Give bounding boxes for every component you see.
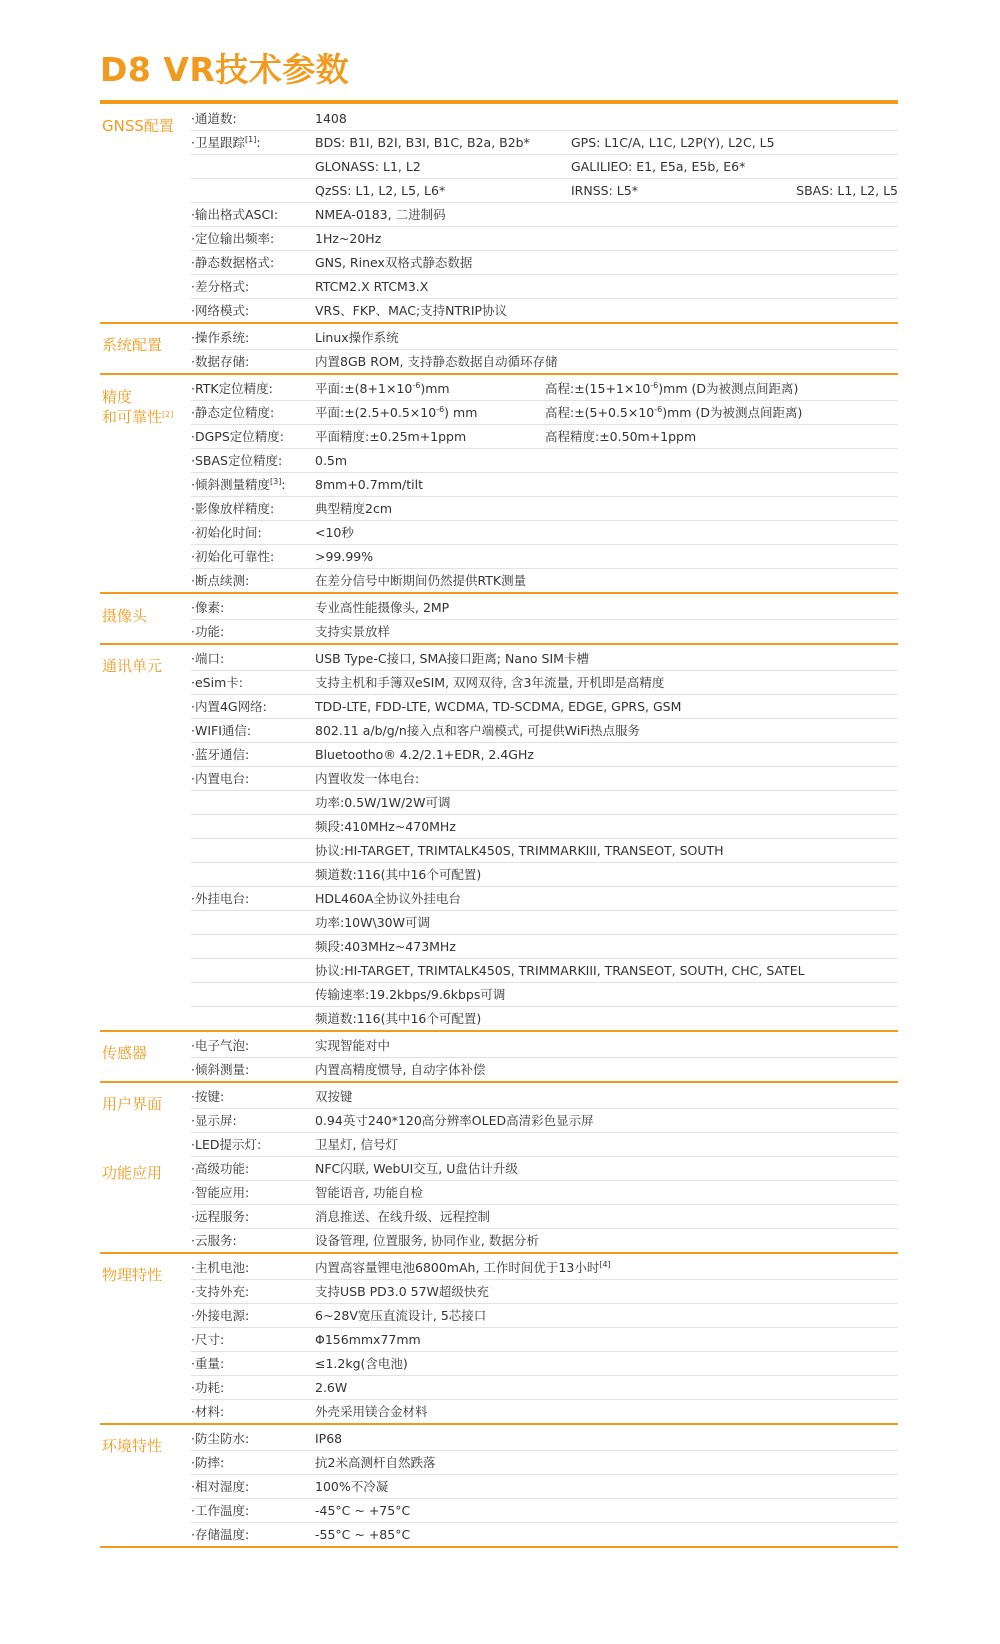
spec-label: ·外挂电台: (191, 891, 250, 906)
spec-row (191, 349, 898, 373)
spec-label: ·外接电源: (191, 1308, 250, 1323)
spec-row (191, 790, 898, 814)
spec-label: ·防摔: (191, 1455, 225, 1470)
spec-row (191, 1228, 898, 1252)
spec-label: ·内置4G网络: (191, 699, 267, 714)
spec-row (191, 1399, 898, 1423)
spec-label: ·按键: (191, 1089, 225, 1104)
spec-label: ·尺寸: (191, 1332, 225, 1347)
spec-value: 传输速率:19.2kbps/9.6kbps可调 (315, 987, 506, 1002)
section-category (102, 116, 174, 136)
spec-value: 实现智能对中 (315, 1038, 391, 1053)
spec-label: ·eSim卡: (191, 675, 243, 690)
spec-value: -55°C ~ +85°C (315, 1527, 411, 1542)
spec-value-secondary: GPS: L1C/A, L1C, L2P(Y), L2C, L5 (571, 135, 775, 150)
spec-row (191, 1327, 898, 1351)
spec-value: 2.6W (315, 1380, 348, 1395)
spec-value: 智能语音, 功能自检 (315, 1185, 423, 1200)
spec-row (191, 670, 898, 694)
spec-row (191, 1085, 898, 1108)
spec-value: 频道数:116(其中16个可配置) (315, 1011, 482, 1026)
spec-label: ·静态数据格式: (191, 255, 275, 270)
spec-section (100, 1256, 898, 1425)
spec-label: ·显示屏: (191, 1113, 237, 1128)
spec-value: 协议:HI-TARGET, TRIMTALK450S, TRIMMARKIII, TRANSEOT, SOUTH (315, 843, 724, 858)
spec-value: ≤1.2kg(含电池) (315, 1356, 408, 1371)
spec-value-secondary: 高程精度:±0.50m+1ppm (545, 429, 697, 444)
spec-value: 1Hz~20Hz (315, 231, 382, 246)
spec-row (191, 424, 898, 448)
spec-label: ·相对湿度: (191, 1479, 250, 1494)
spec-row (191, 178, 898, 202)
spec-label: ·高级功能: (191, 1161, 250, 1176)
category-line: 摄像头 (102, 607, 148, 625)
spec-value: 外壳采用镁合金材料 (315, 1404, 428, 1419)
spec-row (191, 448, 898, 472)
spec-row (191, 520, 898, 544)
spec-row (191, 1427, 898, 1450)
spec-label: ·断点续测: (191, 573, 250, 588)
spec-label: ·蓝牙通信: (191, 747, 250, 762)
spec-value: GLONASS: L1, L2 (315, 159, 421, 174)
spec-row (191, 1450, 898, 1474)
spec-label: ·卫星跟踪[1]: (191, 135, 261, 150)
spec-label: ·倾斜测量精度[3]: (191, 477, 286, 492)
spec-value: 平面$:\pm(8+1\times 10^{-6})mm$ (315, 381, 450, 396)
superscript-note: [3] (269, 477, 282, 486)
spec-label: ·支持外充: (191, 1284, 250, 1299)
spec-row (191, 1351, 898, 1375)
spec-value: GNS, Rinex双格式静态数据 (315, 255, 473, 270)
section-category-secondary: 功能应用 (102, 1164, 163, 1182)
spec-label: ·功能: (191, 624, 225, 639)
superscript-note: -6 (412, 381, 421, 390)
spec-label: ·初始化可靠性: (191, 549, 275, 564)
section-category (102, 387, 173, 427)
spec-value: 典型精度2cm (315, 501, 393, 516)
spec-row (191, 1303, 898, 1327)
spec-value: NMEA-0183, 二进制码 (315, 207, 446, 222)
spec-section (100, 596, 898, 645)
spec-label: ·定位输出频率: (191, 231, 275, 246)
spec-value: 6~28V宽压直流设计, 5芯接口 (315, 1308, 487, 1323)
category-line: 传感器 (102, 1044, 148, 1062)
spec-value: QzSS: L1, L2, L5, L6* (315, 183, 446, 198)
spec-label: ·像素: (191, 600, 225, 615)
spec-row (191, 1108, 898, 1132)
section-category (102, 606, 147, 626)
spec-rows (191, 1427, 898, 1546)
spec-label: ·主机电池: (191, 1260, 250, 1275)
spec-label: ·材料: (191, 1404, 225, 1419)
spec-label: ·防尘防水: (191, 1431, 250, 1446)
category-line: 物理特性 (102, 1266, 163, 1284)
spec-section (100, 377, 898, 594)
spec-label: ·LED提示灯: (191, 1137, 262, 1152)
spec-rows (191, 326, 898, 373)
spec-value: 内置8GB ROM, 支持静态数据自动循环存储 (315, 354, 558, 369)
spec-value: 频道数:116(其中16个可配置) (315, 867, 482, 882)
category-line: 精度 (102, 388, 133, 406)
spec-row (191, 982, 898, 1006)
spec-label: ·智能应用: (191, 1185, 250, 1200)
spec-row (191, 496, 898, 520)
spec-value: 双按键 (315, 1089, 353, 1104)
spec-value: 100%不冷凝 (315, 1479, 389, 1494)
spec-value-tertiary: SBAS: L1, L2, L5 (796, 183, 898, 198)
spec-row (191, 568, 898, 592)
spec-value: USB Type-C接口, SMA接口距离; Nano SIM卡槽 (315, 651, 589, 666)
spec-value: 专业高性能摄像头, 2MP (315, 600, 450, 615)
spec-label: ·差分格式: (191, 279, 250, 294)
category-line: 和可靠性[2] (102, 408, 174, 426)
spec-value: TDD-LTE, FDD-LTE, WCDMA, TD-SCDMA, EDGE, GPRS, GSM (315, 699, 682, 714)
spec-value: NFC闪联, WebUI交互, U盘估计升级 (315, 1161, 518, 1176)
spec-value-secondary: 高程$:\pm(5+0.5\times 10^{-6})mm$ (D为被测点间距离) (545, 405, 803, 420)
spec-row (191, 1006, 898, 1030)
spec-value: 平面$:\pm(2.5+0.5\times 10^{-6})$ mm (315, 405, 478, 420)
spec-value: RTCM2.X RTCM3.X (315, 279, 429, 294)
spec-value: >99.99% (315, 549, 374, 564)
spec-row (191, 958, 898, 982)
spec-row (191, 400, 898, 424)
spec-row (191, 934, 898, 958)
spec-label: ·内置电台: (191, 771, 250, 786)
spec-row (191, 1498, 898, 1522)
spec-section (100, 1034, 898, 1083)
spec-value: Linux操作系统 (315, 330, 399, 345)
spec-row (191, 472, 898, 496)
spec-label: ·操作系统: (191, 330, 250, 345)
spec-label: ·影像放样精度: (191, 501, 275, 516)
section-category (102, 656, 162, 676)
spec-label: ·存储温度: (191, 1527, 250, 1542)
spec-value: 抗2米高测杆自然跌落 (315, 1455, 436, 1470)
spec-label: ·DGPS定位精度: (191, 429, 284, 444)
title-divider (100, 100, 898, 104)
spec-value: 支持主机和手簿双eSIM, 双网双待, 含3年流量, 开机即是高精度 (315, 675, 665, 690)
spec-row (191, 1204, 898, 1228)
spec-row (191, 619, 898, 643)
spec-value: 功率:10W\30W可调 (315, 915, 430, 930)
spec-label: ·静态定位精度: (191, 405, 275, 420)
spec-row (191, 326, 898, 349)
spec-value: 平面精度:±0.25m+1ppm (315, 429, 467, 444)
category-line: GNSS配置 (102, 117, 174, 135)
superscript-note: [4] (599, 1260, 611, 1269)
spec-value-secondary: IRNSS: L5* (571, 183, 638, 198)
spec-label: ·初始化时间: (191, 525, 262, 540)
spec-label: ·数据存储: (191, 354, 250, 369)
spec-row (191, 647, 898, 670)
spec-label: ·云服务: (191, 1233, 237, 1248)
category-line: 环境特性 (102, 1437, 163, 1455)
spec-value: 8mm+0.7mm/tilt (315, 477, 423, 492)
section-category (102, 1043, 147, 1063)
spec-row (191, 718, 898, 742)
superscript-note: [2] (162, 410, 174, 419)
spec-value: 内置高容量锂电池6800mAh, 工作时间优于13小时[4] (315, 1260, 611, 1275)
spec-value: Bluetootho® 4.2/2.1+EDR, 2.4GHz (315, 747, 534, 762)
spec-row (191, 107, 898, 130)
spec-rows (191, 1034, 898, 1081)
spec-label: ·通道数: (191, 111, 237, 126)
spec-row (191, 1522, 898, 1546)
spec-value: 内置收发一体电台: (315, 771, 420, 786)
spec-row (191, 862, 898, 886)
spec-value: 支持实景放样 (315, 624, 391, 639)
page-title: D8 VR技术参数 (100, 50, 350, 89)
spec-label: ·重量: (191, 1356, 225, 1371)
spec-sections (100, 107, 898, 1548)
spec-row (191, 1375, 898, 1399)
spec-label: ·RTK定位精度: (191, 381, 273, 396)
spec-label: ·网络模式: (191, 303, 250, 318)
spec-value: -45°C ~ +75°C (315, 1503, 411, 1518)
spec-row (191, 694, 898, 718)
spec-label: ·SBAS定位精度: (191, 453, 283, 468)
spec-value: 消息推送、在线升级、远程控制 (315, 1209, 491, 1224)
spec-row (191, 886, 898, 910)
spec-row (191, 202, 898, 226)
superscript-note: -6 (436, 405, 445, 414)
superscript-note: [1] (244, 135, 257, 144)
section-category (102, 1436, 162, 1456)
spec-section (100, 1085, 898, 1254)
spec-section (100, 647, 898, 1032)
spec-row (191, 742, 898, 766)
spec-row (191, 766, 898, 790)
superscript-note: -6 (650, 381, 659, 390)
spec-row (191, 1180, 898, 1204)
spec-value: 1408 (315, 111, 347, 126)
spec-value: 0.94英寸240*120高分辨率OLED高清彩色显示屏 (315, 1113, 594, 1128)
spec-row (191, 298, 898, 322)
spec-value: 支持USB PD3.0 57W超级快充 (315, 1284, 489, 1299)
spec-label: ·工作温度: (191, 1503, 250, 1518)
spec-value: 0.5m (315, 453, 348, 468)
spec-row (191, 1057, 898, 1081)
spec-rows (191, 596, 898, 643)
spec-value: 设备管理, 位置服务, 协同作业, 数据分析 (315, 1233, 539, 1248)
spec-value: BDS: B1I, B2I, B3I, B1C, B2a, B2b* (315, 135, 530, 150)
spec-value: 卫星灯, 信号灯 (315, 1137, 398, 1152)
section-category (102, 1265, 162, 1285)
spec-label: ·倾斜测量: (191, 1062, 250, 1077)
spec-label: ·端口: (191, 651, 225, 666)
superscript-note: -6 (654, 405, 663, 414)
spec-label: ·远程服务: (191, 1209, 250, 1224)
spec-value: HDL460A全协议外挂电台 (315, 891, 461, 906)
spec-label: ·WIFI通信: (191, 723, 252, 738)
spec-row (191, 544, 898, 568)
spec-value: Φ156mmx77mm (315, 1332, 421, 1347)
spec-row (191, 1279, 898, 1303)
spec-row (191, 226, 898, 250)
spec-section (100, 1427, 898, 1548)
spec-row (191, 1034, 898, 1057)
section-category (102, 1094, 162, 1114)
spec-value: 频段:403MHz~473MHz (315, 939, 456, 954)
spec-row (191, 154, 898, 178)
spec-row (191, 130, 898, 154)
spec-value: 内置高精度惯导, 自动字体补偿 (315, 1062, 486, 1077)
spec-row (191, 377, 898, 400)
spec-value: 在差分信号中断期间仍然提供RTK测量 (315, 573, 527, 588)
spec-value: 802.11 a/b/g/n接入点和客户端模式, 可提供WiFi热点服务 (315, 723, 641, 738)
spec-value: 频段:410MHz~470MHz (315, 819, 456, 834)
spec-row (191, 838, 898, 862)
spec-rows (191, 1256, 898, 1423)
spec-rows (191, 647, 898, 1030)
spec-label: ·功耗: (191, 1380, 225, 1395)
spec-section (100, 107, 898, 324)
spec-value: VRS、FKP、MAC;支持NTRIP协议 (315, 303, 508, 318)
spec-value: <10秒 (315, 525, 354, 540)
category-line: 用户界面 (102, 1095, 163, 1113)
spec-value: IP68 (315, 1431, 343, 1446)
spec-row (191, 814, 898, 838)
spec-rows (191, 377, 898, 592)
spec-value: 功率:0.5W/1W/2W可调 (315, 795, 451, 810)
category-line: 系统配置 (102, 336, 163, 354)
spec-value-secondary: 高程$:\pm(15+1\times 10^{-6})mm$ (D为被测点间距离) (545, 381, 799, 396)
spec-rows (191, 1085, 898, 1252)
spec-row (191, 596, 898, 619)
spec-row (191, 1256, 898, 1279)
spec-label: ·电子气泡: (191, 1038, 250, 1053)
spec-label: ·输出格式ASCI: (191, 207, 279, 222)
spec-row (191, 1474, 898, 1498)
spec-section (100, 326, 898, 375)
spec-row (191, 1132, 898, 1156)
spec-value-secondary: GALILIEO: E1, E5a, E5b, E6* (571, 159, 746, 174)
spec-row (191, 250, 898, 274)
spec-row (191, 1156, 898, 1180)
spec-rows (191, 107, 898, 322)
category-line: 通讯单元 (102, 657, 163, 675)
spec-value: 协议:HI-TARGET, TRIMTALK450S, TRIMMARKIII, TRANSEOT, SOUTH, CHC, SATEL (315, 963, 805, 978)
spec-row (191, 910, 898, 934)
section-category (102, 335, 162, 355)
spec-row (191, 274, 898, 298)
